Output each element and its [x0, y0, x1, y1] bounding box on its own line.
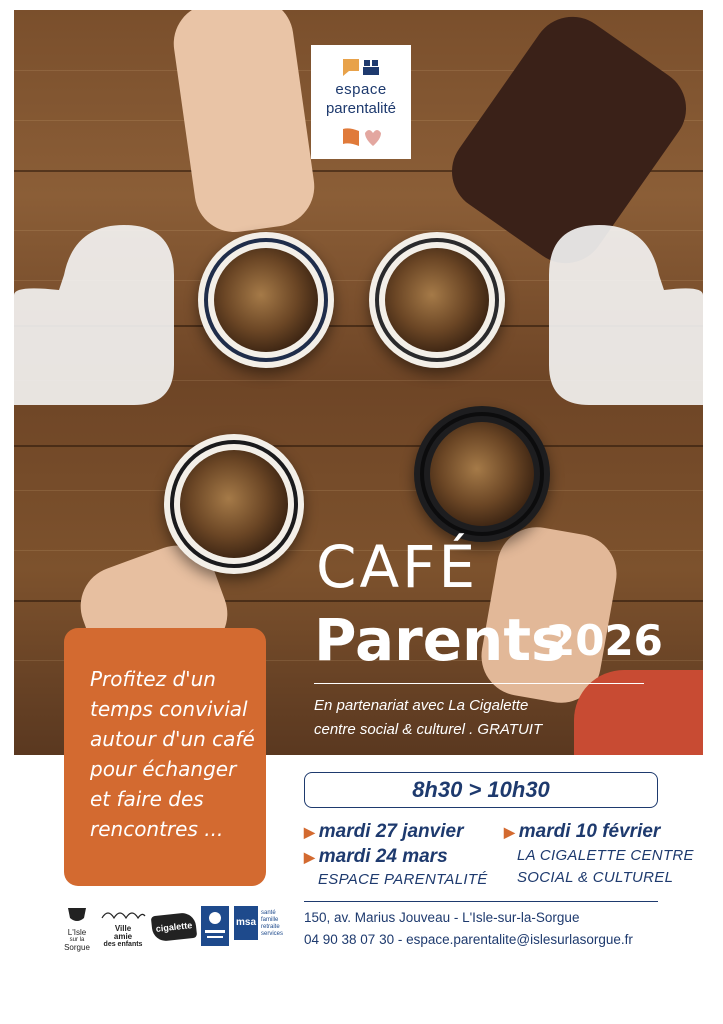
partner-line2: centre social & culturel . GRATUIT: [314, 721, 543, 738]
coffee-cup: [164, 434, 304, 574]
title-cafe: CAFÉ: [316, 533, 479, 601]
hand-top-left: [169, 10, 320, 237]
contact-text: 04 90 38 07 30 - espace.parentalite@islesurlasorgue.fr: [304, 932, 633, 947]
heart-shape-left: [14, 215, 174, 405]
caf-emblem-icon: [201, 906, 229, 946]
venue-label: SOCIAL & CULTUREL: [517, 869, 674, 886]
ville-amie-des-enfants-logo: Ville amie des enfants: [98, 906, 148, 949]
venue-label: ESPACE PARENTALITÉ: [318, 871, 488, 888]
wood-plank-line: [14, 445, 703, 447]
heart-shape-right: [549, 215, 703, 405]
triangle-bullet-icon: ▶: [504, 824, 515, 840]
speech-bubbles-icon: [341, 57, 383, 77]
logo-line2: parentalité: [325, 100, 397, 117]
time-range: 8h30 > 10h30: [304, 772, 658, 808]
triangle-bullet-icon: ▶: [304, 824, 315, 840]
espace-parentalite-logo: [311, 45, 411, 159]
isle-sur-la-sorgue-logo: L'Isle sur la Sorgue: [62, 906, 92, 952]
coffee-cup: [198, 232, 334, 368]
children-figures-icon: [100, 906, 146, 920]
logo-line1: espace: [335, 81, 387, 98]
intro-box: [64, 628, 266, 886]
caf-logo: [201, 906, 229, 946]
coffee-cup: [369, 232, 505, 368]
msa-logo: msa: [234, 906, 258, 940]
partner-line1: En partenariat avec La Cigalette: [314, 697, 529, 714]
cigalette-logo: cigalette: [151, 912, 197, 942]
crest-icon: [66, 906, 88, 924]
msa-tagline: santé famille retraite services: [261, 910, 284, 937]
intro-text: Profitez d'un temps convivial autour d'un café pour échanger et faire des rencontres ...: [90, 667, 255, 841]
triangle-bullet-icon: ▶: [304, 849, 315, 865]
date-item: ▶ mardi 27 janvier: [304, 821, 464, 842]
title-parents: Parents: [314, 606, 566, 674]
footer-divider: [304, 901, 658, 902]
title-year: 2026: [546, 616, 663, 665]
book-heart-icon: [341, 127, 383, 147]
address-text: 150, av. Marius Jouveau - L'Isle-sur-la-Sorgue: [304, 910, 580, 925]
date-item: ▶ mardi 24 mars: [304, 846, 448, 867]
date-item: ▶ mardi 10 février: [504, 821, 661, 842]
coffee-cup: [414, 406, 550, 542]
venue-label: LA CIGALETTE CENTRE: [517, 847, 694, 864]
title-divider: [314, 683, 644, 684]
partner-text: [314, 694, 542, 742]
